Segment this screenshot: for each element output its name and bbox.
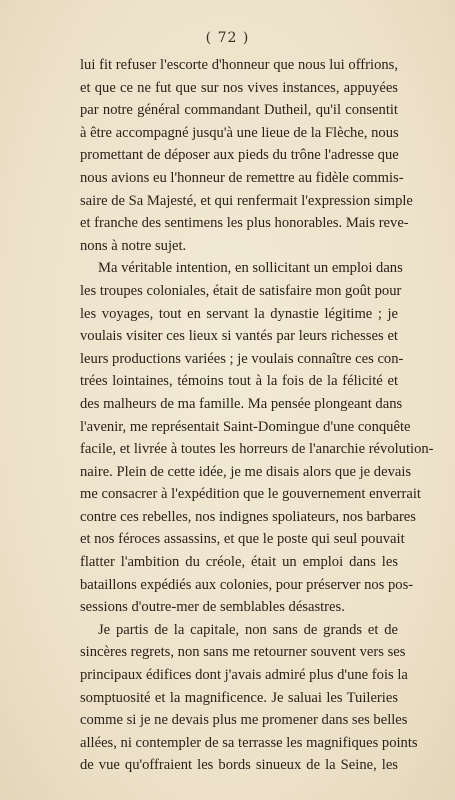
- text-line: l'avenir, me représentait Saint-Domingue d'une conquête: [80, 418, 411, 435]
- text-line: Ma véritable intention, en sollicitant un emploi dans: [98, 260, 403, 277]
- body-text: [80, 54, 434, 777]
- text-line: flatter l'ambition du créole, était un emploi dans les: [80, 554, 398, 571]
- text-line: de vue qu'offraient les bords sinueux de la Seine, les: [80, 757, 398, 774]
- text-line: sessions d'outre-mer de semblables désastres.: [80, 599, 345, 616]
- text-line: nous avions eu l'honneur de remettre au fidèle commis-: [80, 169, 404, 186]
- text-line: saire de Sa Majesté, et qui renfermait l'expression simple: [80, 192, 413, 209]
- text-line: somptuosité et la magnificence. Je saluai les Tuileries: [80, 689, 398, 706]
- paragraph-1: [80, 54, 413, 257]
- text-line: voulais visiter ces lieux si vantés par leurs richesses et: [80, 328, 398, 345]
- text-line: comme si je ne devais plus me promener dans ses belles: [80, 712, 408, 729]
- text-line: bataillons expédiés aux colonies, pour préserver nos pos-: [80, 576, 414, 593]
- text-line: nons à notre sujet.: [80, 237, 187, 254]
- text-line: lui fit refuser l'escorte d'honneur que nous lui offrions,: [80, 57, 398, 73]
- text-line: sincères regrets, non sans me retourner souvent vers ses: [80, 644, 406, 661]
- text-line: et que ce ne fut que sur nos vives instances, appuyées: [80, 79, 398, 96]
- text-line: me consacrer à l'expédition que le gouvernement enverrait: [80, 486, 421, 503]
- text-line: à être accompagné jusqu'à une lieue de la Flèche, nous: [80, 124, 399, 141]
- text-line: allées, ni contempler de sa terrasse les magnifiques points: [80, 734, 418, 751]
- text-line: facile, et livrée à toutes les horreurs de l'anarchie révolution-: [80, 441, 434, 458]
- text-line: promettant de déposer aux pieds du trône l'adresse que: [80, 147, 399, 164]
- text-line: principaux édifices dont j'avais admiré plus d'une fois la: [80, 667, 408, 684]
- page-number: ( 72 ): [205, 30, 250, 46]
- text-line: les voyages, tout en servant la dynastie légitime ; je: [80, 305, 398, 322]
- paragraph-3: [80, 619, 418, 777]
- text-line: Je partis de la capitale, non sans de grands et de: [98, 621, 398, 638]
- text-line: et franche des sentimens les plus honorables. Mais reve-: [80, 215, 409, 232]
- text-line: des malheurs de ma famille. Ma pensée plongeant dans: [80, 395, 403, 412]
- text-line: trées lointaines, témoins tout à la fois de la félicité et: [80, 373, 398, 390]
- text-line: et nos féroces assassins, et que le poste qui seul pouvait: [80, 531, 405, 548]
- text-line: par notre général commandant Dutheil, qu'il consentit: [80, 102, 398, 119]
- text-line: contre ces rebelles, nos indignes spoliateurs, nos barbares: [80, 508, 416, 525]
- text-line: naire. Plein de cette idée, je me disais alors que je devais: [80, 463, 412, 480]
- text-line: leurs productions variées ; je voulais connaître ces con-: [80, 350, 404, 367]
- paragraph-2: [80, 257, 434, 619]
- text-line: les troupes coloniales, était de satisfaire mon goût pour: [80, 282, 402, 299]
